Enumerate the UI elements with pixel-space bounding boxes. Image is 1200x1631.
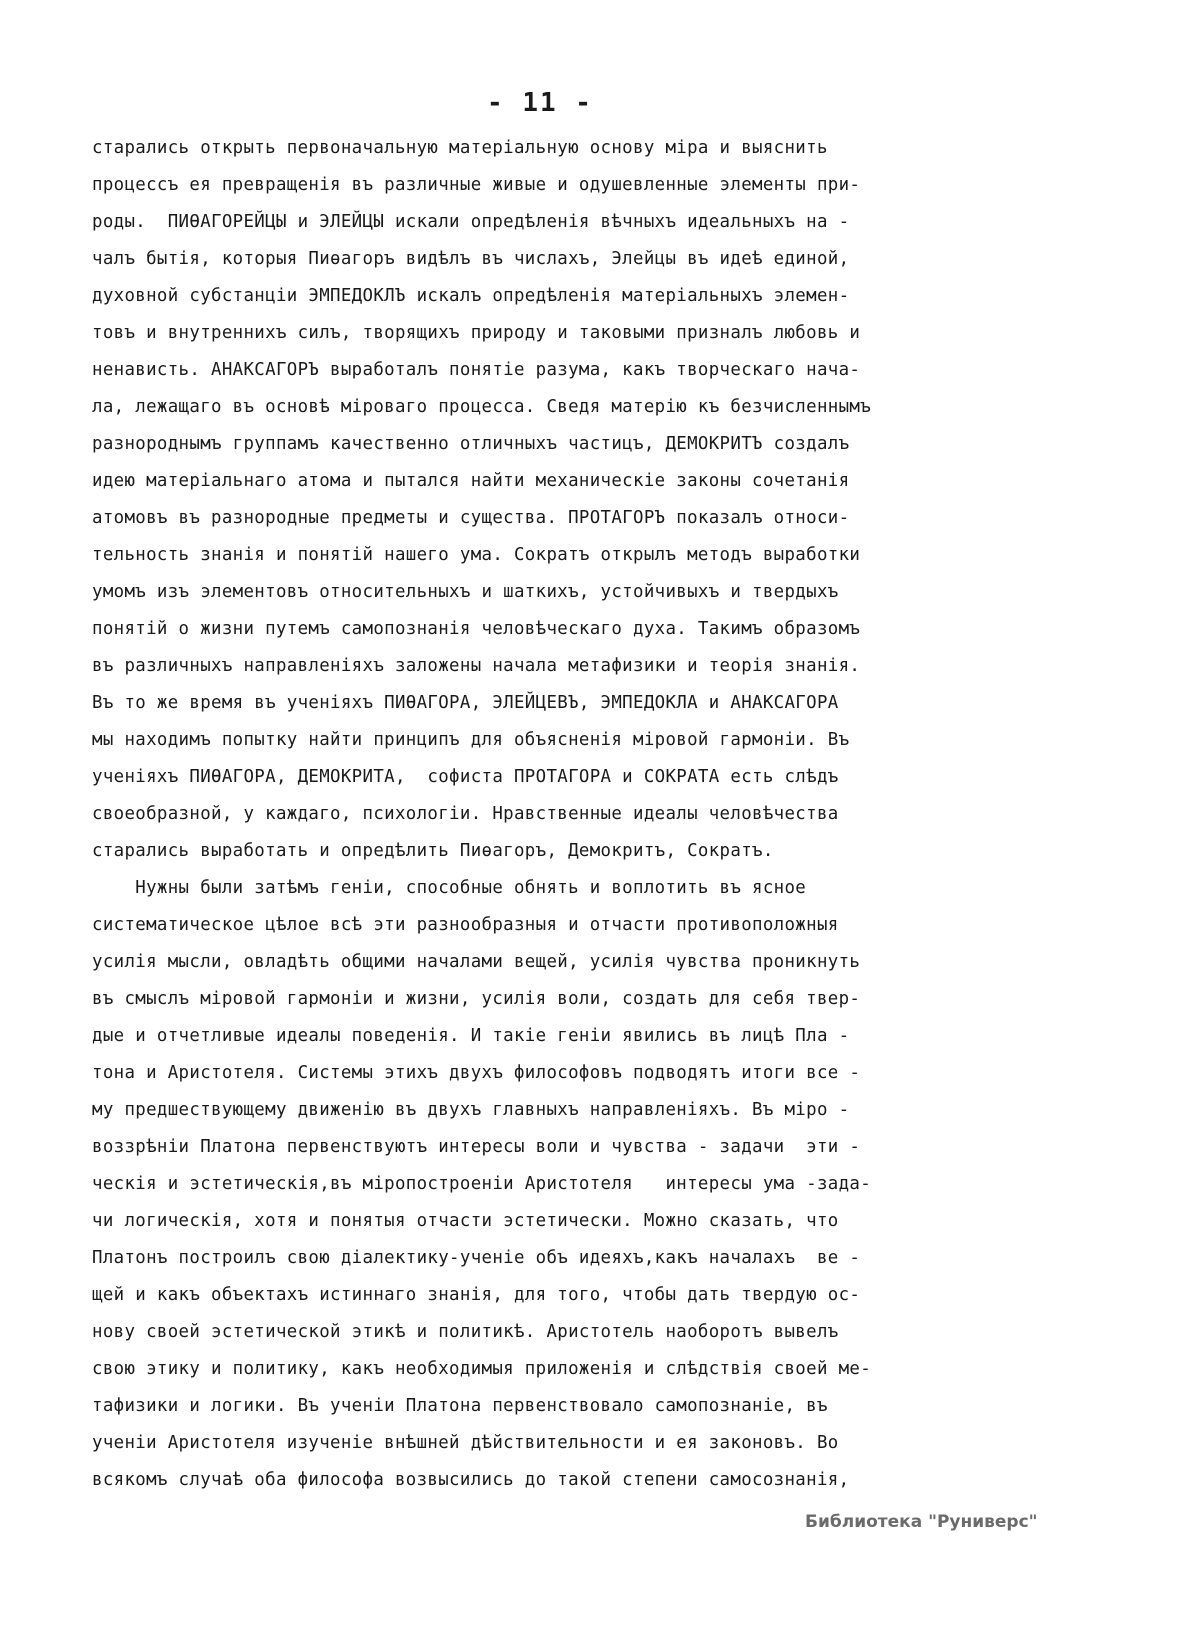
text-line: ческiя и эстетическiя,въ мiропостроенiи Аристотеля интересы ума -зада-	[92, 1174, 872, 1194]
text-line: мы находимъ попытку найти принципъ для объясненiя мiровой гармонiи. Въ	[92, 730, 850, 750]
body-text	[92, 130, 1072, 1499]
text-line: чи логическiя, хотя и понятыя отчасти эстетически. Можно сказать, что	[92, 1211, 839, 1231]
library-watermark: Библиотека "Руниверс"	[805, 1512, 1038, 1532]
text-line: ученiяхъ ПИѲАГОРА, ДЕМОКРИТА, софиста ПРОТАГОРА и СОКРАТА есть слѣдъ	[92, 767, 839, 787]
text-line: свою этику и политику, какъ необходимыя приложенiя и слѣдствiя своей ме-	[92, 1359, 872, 1379]
text-line: въ различныхъ направленiяхъ заложены начала метафизики и теорiя знанiя.	[92, 656, 861, 676]
text-line: старались открыть первоначальную матерiальную основу мiра и выяснить	[92, 138, 828, 158]
text-line: умомъ изъ элементовъ относительныхъ и шаткихъ, устойчивыхъ и твердыхъ	[92, 582, 839, 602]
text-line: щей и какъ объектахъ истиннаго знанiя, для того, чтобы дать твердую ос-	[92, 1285, 861, 1305]
text-line: въ смыслъ мiровой гармонiи и жизни, усилiя воли, создать для себя твер-	[92, 989, 861, 1009]
text-line: нову своей эстетической этикѣ и политикѣ. Аристотель наоборотъ вывелъ	[92, 1322, 839, 1342]
text-line: воззрѣнiи Платона первенствуютъ интересы воли и чувства - задачи эти -	[92, 1137, 861, 1157]
text-line: своеобразной, у каждаго, психологiи. Нравственные идеалы человѣчества	[92, 804, 839, 824]
text-line: тафизики и логики. Въ ученiи Платона первенствовало самопознанiе, въ	[92, 1396, 828, 1416]
text-line: ненависть. АНАКСАГОРЪ выработалъ понятiе разума, какъ творческаго нача-	[92, 360, 861, 380]
text-line: Въ то же время въ ученiяхъ ПИѲАГОРА, ЭЛЕЙЦЕВЪ, ЭМПЕДОКЛА и АНАКСАГОРА	[92, 693, 839, 713]
text-line: идею матерiальнаго атома и пытался найти механическiе законы сочетанiя	[92, 471, 850, 491]
text-line: тельность знанiя и понятiй нашего ума. Сократъ открылъ методъ выработки	[92, 545, 861, 565]
text-line: му предшествующему движенiю въ двухъ главныхъ направленiяхъ. Въ мiро -	[92, 1100, 850, 1120]
text-line: дые и отчетливые идеалы поведенiя. И такiе генiи явились въ лицѣ Пла -	[92, 1026, 850, 1046]
text-line: всякомъ случаѣ оба философа возвысились до такой степени самосознанiя,	[92, 1470, 850, 1490]
text-line: старались выработать и опредѣлить Пиѳагоръ, Демокритъ, Сократъ.	[92, 841, 774, 861]
text-line: духовной субстанцiи ЭМПЕДОКЛЪ искалъ опредѣленiя матерiальныхъ элемен-	[92, 286, 850, 306]
text-line: систематическое цѣлое всѣ эти разнообразныя и отчасти противоположныя	[92, 915, 839, 935]
text-line: атомовъ въ разнородные предметы и существа. ПРОТАГОРЪ показалъ относи-	[92, 508, 850, 528]
text-line: ученiи Аристотеля изученiе внѣшней дѣйствительности и ея законовъ. Во	[92, 1433, 839, 1453]
text-line: роды. ПИѲАГОРЕЙЦЫ и ЭЛЕЙЦЫ искали опредѣленiя вѣчныхъ идеальныхъ на -	[92, 212, 850, 232]
text-line: чалъ бытiя, которыя Пиѳагоръ видѣлъ въ числахъ, Элейцы въ идеѣ единой,	[92, 249, 850, 269]
text-line: Нужны были затѣмъ генiи, способные обнять и воплотить въ ясное	[92, 878, 807, 898]
page-number: - 11 -	[487, 88, 593, 118]
text-line: усилiя мысли, овладѣть общими началами вещей, усилiя чувства проникнуть	[92, 952, 861, 972]
text-line: ла, лежащаго въ основѣ мiроваго процесса. Сведя матерiю къ безчисленнымъ	[92, 397, 872, 417]
text-line: тона и Аристотеля. Системы этихъ двухъ философовъ подводятъ итоги все -	[92, 1063, 861, 1083]
text-line: Платонъ построилъ свою дiалектику-ученiе объ идеяхъ,какъ началахъ ве -	[92, 1248, 861, 1268]
text-line: процессъ ея превращенiя въ различные живые и одушевленные элементы при-	[92, 175, 861, 195]
text-line: разнороднымъ группамъ качественно отличныхъ частицъ, ДЕМОКРИТЪ создалъ	[92, 434, 850, 454]
text-line: товъ и внутреннихъ силъ, творящихъ природу и таковыми призналъ любовь и	[92, 323, 861, 343]
text-line: понятiй о жизни путемъ самопознанiя человѣческаго духа. Такимъ образомъ	[92, 619, 861, 639]
